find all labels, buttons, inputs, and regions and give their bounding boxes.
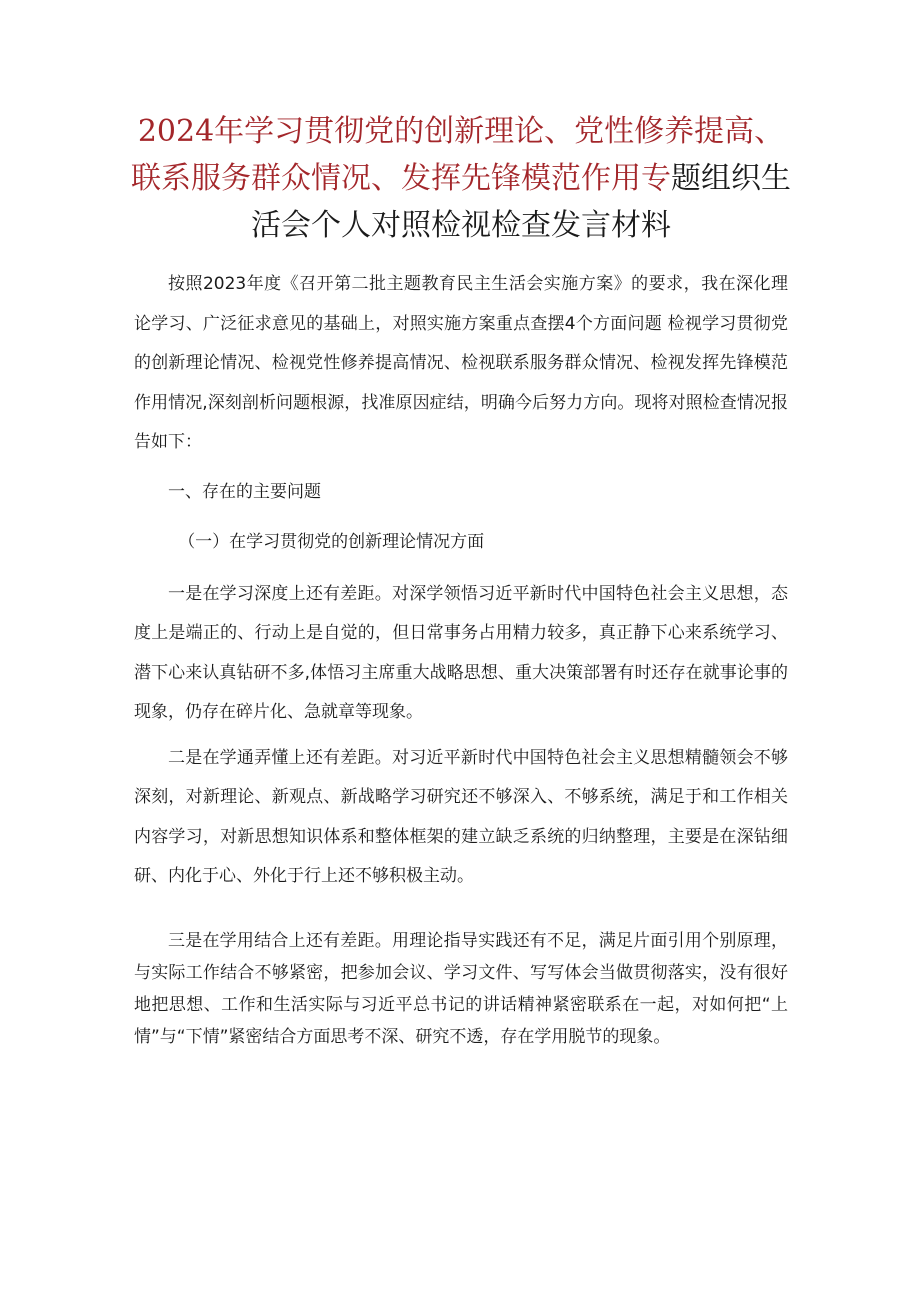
- paragraph-3: 三是在学用结合上还有差距。用理论指导实践还有不足，满足片面引用个别原理，与实际工作结合不够紧密，把参加会议、学习文件、写写体会当做贯彻落实，没有很好地把思想、工作和生活实际与习近平总书记的讲话精神紧密联系在一起，对如何把“上情”与“下情”紧密结合方面思考不深、研究不透，存在学用脱节的现象。: [134, 930, 788, 1047]
- subsection-heading: （一）在学习贯彻党的创新理论情况方面: [178, 531, 485, 552]
- document-title: [128, 108, 794, 249]
- paragraph-1: 一是在学习深度上还有差距。对深学领悟习近平新时代中国特色社会主义思想，态度上是端正的、行动上是自觉的，但日常事务占用精力较多，真正静下心来系统学习、潜下心来认真钻研不多,体悟习主席重大战略思想、重大决策部署有时还存在就事论事的现象，仍存在碎片化、急就章等现象。: [134, 583, 788, 722]
- paragraph-2: 二是在学通弄懂上还有差距。对习近平新时代中国特色社会主义思想精髓领会不够深刻，对新理论、新观点、新战略学习研究还不够深入、不够系统，满足于和工作相关内容学习，对新思想知识体系和整体框架的建立缺乏系统的归纳整理，主要是在深钻细研、内化于心、外化于行上还不够积极主动。: [134, 747, 788, 886]
- intro-paragraph: 按照2023年度《召开第二批主题教育民主生活会实施方案》的要求，我在深化理论学习、广泛征求意见的基础上，对照实施方案重点查摆4个方面问题 检视学习贯彻党的创新理论情况、检视党性修养提高情况、检视联系服务群众情况、检视发挥先锋模范作用情况,深刻剖析问题根源，找准原因症结，明确今后努力方向。现将对照检查情况报告如下：: [134, 274, 788, 452]
- title-dark-part: 题组织生活会个人对照检视检查发言材料: [251, 161, 791, 243]
- section-heading: 一、存在的主要问题: [168, 481, 321, 502]
- title-red-part: 2024年学习贯彻党的创新理论、党性修养提高、联系服务群众情况、发挥先锋模范作用专: [131, 114, 785, 196]
